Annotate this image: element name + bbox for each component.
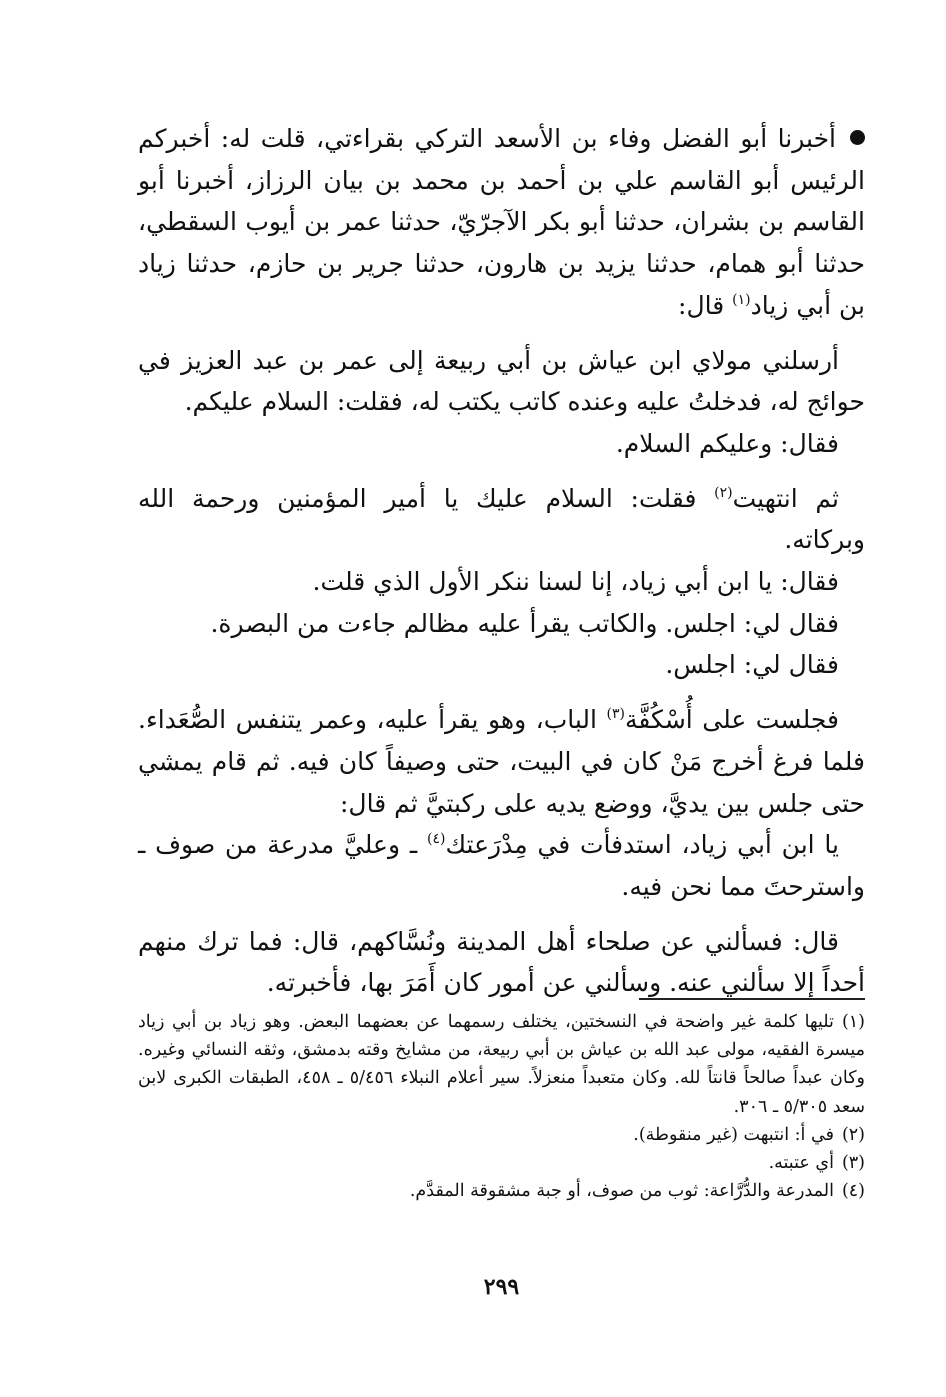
paragraph xyxy=(138,340,865,423)
paragraph xyxy=(138,478,865,561)
paragraph xyxy=(138,561,865,603)
paragraph xyxy=(138,824,865,907)
footnote-text: أي عتبته. xyxy=(768,1153,834,1174)
footnote-text: في أ: انتبهت (غير منقوطة). xyxy=(633,1124,834,1145)
paragraph-text: أرسلني مولاي ابن عياش بن أبي ربيعة إلى عمر بن عبد العزيز في حوائج له، فدخلتُ عليه وعنده كاتب يكتب له، فقلت: السلام عليكم. xyxy=(138,345,865,417)
paragraph xyxy=(138,699,865,824)
paragraph-text: ثم انتهيت xyxy=(732,483,839,513)
footnotes xyxy=(138,1008,865,1205)
paragraph-text: فقال: يا ابن أبي زياد، إنا لسنا ننكر الأول الذي قلت. xyxy=(312,567,839,597)
paragraph-text: أخبرنا أبو الفضل وفاء بن الأسعد التركي بقراءتي، قلت له: أخبركم الرئيس أبو القاسم علي بن أحمد بن محمد بن بيان الرزاز، أخبرنا أبو القاسم بن بشران، حدثنا أبو بكر الآجرّيّ، حدثنا عمر بن أيوب السقطي، حدثنا أبو همام، حدثنا يزيد بن هارون، حدثنا جرير بن حازم، حدثنا زياد بن أبي زياد xyxy=(138,124,865,320)
paragraph-text: فقال: وعليكم السلام. xyxy=(615,428,839,458)
paragraph-text: فقلت: السلام عليك يا أمير المؤمنين ورحمة الله وبركاته. xyxy=(138,483,865,555)
paragraph-text: فقال لي: اجلس. xyxy=(665,650,839,680)
footnote xyxy=(138,1121,865,1149)
paragraph-text: الباب، وهو يقرأ عليه، وعمر يتنفس الصُّعَداء. فلما فرغ أخرج مَنْ كان في البيت، حتى وصيفاً كان فيه. ثم قام يمشي حتى جلس بين يديَّ، ووضع يديه على ركبتيَّ ثم قال: xyxy=(138,705,865,818)
footnote-text: تليها كلمة غير واضحة في النسختين، يختلف رسمهما عن بعضهما البعض. وهو زياد بن أبي زياد ميسرة الفقيه، مولى عبد الله بن عياش بن أبي ربيعة، من مشايخ وقته بدمشق، وثقه النسائي وغيره. وكان عبداً صالحاً قانتاً لله. وكان متعبداً منعزلاً. سير أعلام النبلاء ٥/٤٥٦ ـ ٤٥٨، الطبقات الكبرى لابن سعد ٥/٣٠٥ ـ ٣٠٦. xyxy=(138,1012,865,1117)
footnote-text: المدرعة والدُّرَّاعة: ثوب من صوف، أو جبة مشقوقة المقدَّم. xyxy=(409,1181,834,1202)
paragraph-text: ـ وعليَّ مدرعة من صوف ـ واسترحتَ مما نحن فيه. xyxy=(138,830,865,901)
footnote xyxy=(138,1177,865,1205)
paragraph-text: قال: فسألني عن صلحاء أهل المدينة ونُسَّاكهم، قال: فما ترك منهم أحداً إلا سألني عنه. وسألني عن أمور كان أَمَرَ بها، فأخبرته. xyxy=(138,926,865,998)
footnote-ref: (١) xyxy=(732,291,751,308)
footnote-number: (٤) xyxy=(841,1181,865,1202)
footnote-ref: (٣) xyxy=(606,706,625,723)
footnote-number: (١) xyxy=(841,1012,865,1032)
page-body xyxy=(138,118,865,1300)
bullet-icon xyxy=(850,130,865,145)
paragraph xyxy=(138,644,865,686)
paragraph-text: فجلست على أُسْكُفَّة xyxy=(624,705,840,735)
paragraph-text: فقال لي: اجلس. والكاتب يقرأ عليه مظالم جاءت من البصرة. xyxy=(210,608,839,638)
footnote-divider xyxy=(639,998,865,1000)
paragraph xyxy=(138,603,865,645)
paragraph-text: قال: xyxy=(678,290,733,320)
page-number: ٢٩٩ xyxy=(483,1274,520,1300)
footnote-number: (٢) xyxy=(841,1124,865,1145)
paragraph xyxy=(138,921,865,1004)
footnote xyxy=(138,1008,865,1121)
paragraph-text: يا ابن أبي زياد، استدفأت في مِدْرَعتك xyxy=(445,830,839,860)
footnote-number: (٣) xyxy=(841,1153,865,1174)
footnote xyxy=(138,1149,865,1177)
paragraph-isnad xyxy=(138,118,865,327)
paragraph xyxy=(138,423,865,465)
footnote-ref: (٤) xyxy=(427,831,446,848)
footnote-ref: (٢) xyxy=(714,484,733,501)
